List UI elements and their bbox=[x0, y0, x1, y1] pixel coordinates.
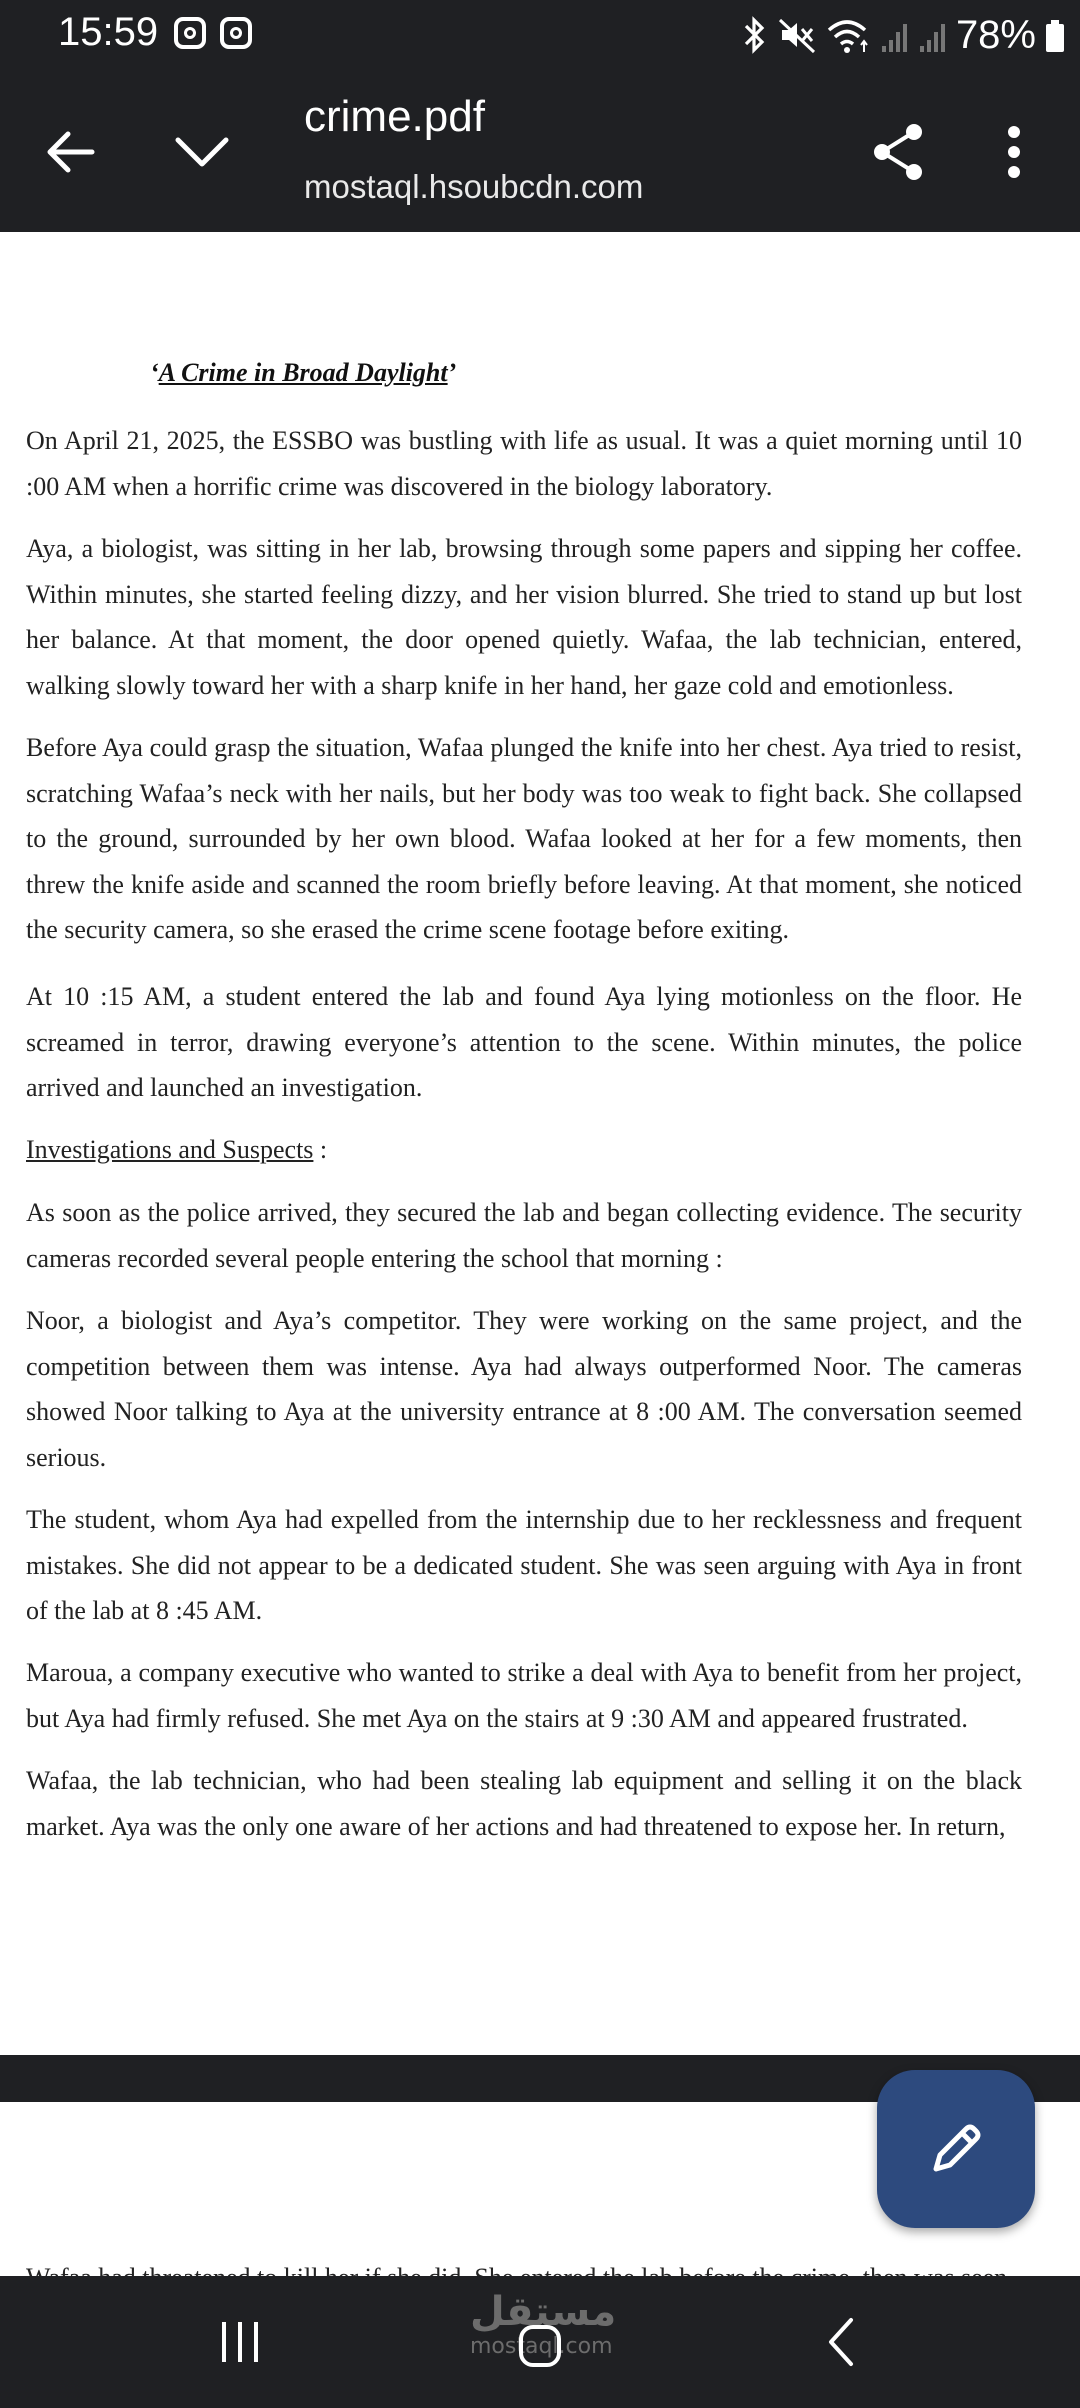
pdf-page bbox=[0, 232, 1080, 2055]
title-text: A Crime in Broad Daylight bbox=[158, 358, 448, 387]
paragraph: On April 21, 2025, the ESSBO was bustling with life as usual. It was a quiet morning until 10 :00 AM when a horrific crime was discovered in the biology laboratory. bbox=[26, 426, 1022, 501]
paragraph: Aya, a biologist, was sitting in her lab, browsing through some papers and sipping her coffee. Within minutes, she started feeling dizzy, and her vision blurred. She tried to stand up but lost her balance. At that moment, the door opened quietly. Wafaa, the lab technician, entered, walking slowly toward her with a sharp knife in her hand, her gaze cold and emotionless. bbox=[26, 534, 1022, 700]
paragraph: Wafaa, the lab technician, who had been stealing lab equipment and selling it on the black market. Aya was the only one aware of her actions and had threatened to expose her. In return, bbox=[26, 1766, 1022, 1841]
paragraph: Before Aya could grasp the situation, Wafaa plunged the knife into her chest. Aya tried to resist, scratching Wafaa’s neck with her nails, but her body was too weak to fight back. She collapsed to the ground, surrounded by her own blood. Wafaa looked at her for a few moments, then threw the knife aside and scanned the room briefly before leaving. At that moment, she noticed the security camera, so she erased the crime scene footage before exiting. bbox=[26, 733, 1022, 944]
section-heading-suffix: : bbox=[313, 1135, 328, 1164]
share-icon bbox=[870, 122, 926, 182]
watermark-latin: mostaql.com bbox=[470, 2334, 613, 2359]
section-heading-text: Investigations and Suspects bbox=[26, 1135, 314, 1164]
back-arrow-icon bbox=[44, 126, 96, 178]
back-icon bbox=[825, 2316, 855, 2368]
home-icon bbox=[516, 2322, 564, 2370]
pencil-icon bbox=[926, 2119, 986, 2179]
wifi-icon bbox=[826, 16, 872, 54]
battery-icon bbox=[1044, 16, 1066, 54]
collapse-button[interactable] bbox=[166, 116, 238, 188]
paragraph: As soon as the police arrived, they secured the lab and began collecting evidence. The security cameras recorded several people entering the school that morning : bbox=[26, 1198, 1022, 1273]
home-button[interactable] bbox=[500, 2306, 580, 2386]
recents-icon bbox=[218, 2320, 262, 2364]
instagram-icon bbox=[220, 17, 252, 49]
instagram-icon bbox=[174, 17, 206, 49]
edit-fab-button[interactable] bbox=[877, 2070, 1035, 2228]
document-title bbox=[150, 358, 456, 388]
status-bar bbox=[0, 0, 1080, 70]
signal-icon bbox=[918, 16, 948, 54]
app-bar bbox=[0, 70, 1080, 232]
paragraph: At 10 :15 AM, a student entered the lab and found Aya lying motionless on the floor. He screamed in terror, drawing everyone’s attention to the scene. Within minutes, the police arrived and launched an investigation. bbox=[26, 982, 1022, 1102]
back-button[interactable] bbox=[34, 116, 106, 188]
paragraph: Maroua, a company executive who wanted to strike a deal with Aya to benefit from her project, but Aya had firmly refused. She met Aya on the stairs at 9 :30 AM and appeared frustrated. bbox=[26, 1658, 1022, 1733]
battery-percent: 78% bbox=[955, 12, 1036, 57]
file-title: crime.pdf bbox=[304, 92, 485, 141]
title-quote-open: ‘ bbox=[150, 358, 159, 387]
file-source: mostaql.hsoubcdn.com bbox=[304, 168, 644, 205]
section-heading bbox=[26, 1127, 1022, 1173]
more-vert-icon bbox=[1006, 125, 1022, 179]
paragraph: Noor, a biologist and Aya’s competitor. They were working on the same project, and the competition between them was intense. Aya had always outperformed Noor. The cameras showed Noor talking to Aya at the university entrance at 8 :00 AM. The conversation seemed serious. bbox=[26, 1306, 1022, 1472]
paragraph: The student, whom Aya had expelled from the internship due to her recklessness and frequent mistakes. She did not appear to be a dedicated student. She was seen arguing with Aya in front of the lab at 8 :45 AM. bbox=[26, 1505, 1022, 1625]
signal-icon bbox=[880, 16, 910, 54]
bluetooth-icon bbox=[740, 16, 770, 54]
recents-button[interactable] bbox=[190, 2306, 290, 2378]
watermark-arabic: مستقل bbox=[470, 2289, 617, 2335]
share-button[interactable] bbox=[860, 114, 936, 190]
title-quote-close: ’ bbox=[447, 358, 457, 387]
back-nav-button[interactable] bbox=[800, 2306, 880, 2378]
navigation-bar bbox=[0, 2276, 1080, 2408]
more-options-button[interactable] bbox=[984, 114, 1044, 190]
chevron-down-icon bbox=[174, 132, 230, 172]
status-time: 15:59 bbox=[58, 10, 159, 54]
mute-icon bbox=[778, 16, 818, 54]
